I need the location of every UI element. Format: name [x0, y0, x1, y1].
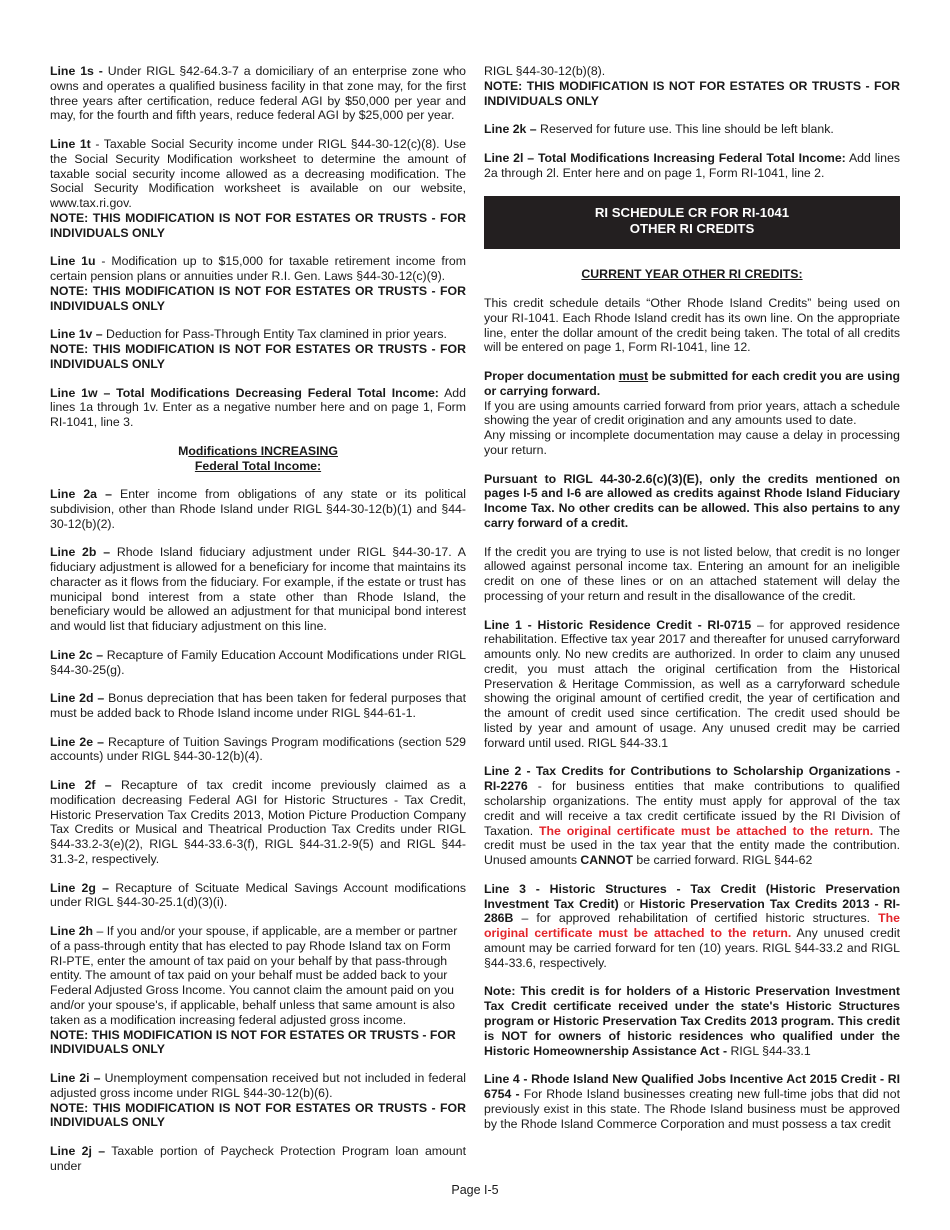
line-text: - for business entities that make contributions to qualified scholarship organizations. The entity must apply for approval of the tax credit and will receive a tax credit certificate issued by the RI Division of Taxation. — [484, 779, 900, 838]
not-listed-note: If the credit you are trying to use is not listed below, that credit is no longer allowed against personal income tax. Entering an amount for an ineligible credit on one of these lines or on an attached statement will delay the processing of your return and result in the disallowance of the credit. — [484, 544, 900, 603]
doc-lead: Proper documentation — [484, 368, 619, 383]
line-label: Line 2b – — [50, 545, 111, 560]
credit-line-1 — [484, 618, 900, 751]
line-label: Line 2a – — [50, 487, 112, 502]
credit-line-4 — [484, 1072, 900, 1131]
line-text: – If you and/or your spouse, if applicable, are a member or partner of a pass-through entity that has elected to pay Rhode Island tax on Form RI-PTE, enter the amount of tax paid on your behalf by that pass-through entity. The amount of tax paid on your behalf must be added back to your Federal Adjusted Gross Income. You cannot claim the amount paid on you and/or your spouse's, if applicable, behalf unless that same amount is also taken as a modification increasing federal adjusted gross income. — [50, 924, 458, 1027]
line-label: Line 4 - Rhode Island New Qualified Jobs Incentive Act 2015 Credit - RI 6754 - — [484, 1072, 900, 1101]
page-number: Page I-5 — [451, 1183, 499, 1197]
banner-subtitle: OTHER RI CREDITS — [629, 221, 755, 237]
line-text: Recapture of tax credit income previously claimed as a modification decreasing Federal AGI for Historic Structures - Tax Credit, Historic Preservation Tax Credits 2013, Motion Picture Production Company Tax Credits or Musical and Theatrical Production Tax Credits under RIGL §44-33.2-3(e)(2), RIGL §44-33.6-3(f), RIGL §44-31.2-9(5) and RIGL §44-31.3-2, respectively. — [50, 778, 466, 867]
doc-text2: Any missing or incomplete documentation may cause a delay in processing your return. — [484, 428, 900, 457]
line-2b — [50, 545, 466, 634]
line-1v — [50, 327, 466, 371]
doc-text: If you are using amounts carried forward from prior years, attach a schedule showing the year of credit origination and any amounts used to date. — [484, 398, 900, 428]
line-text: Recapture of Scituate Medical Savings Account modifications under RIGL §44-30-25.1(d)(3)(i). — [50, 880, 466, 910]
line-label: Line 1 - Historic Residence Credit - RI-0715 — [484, 617, 752, 632]
heading-line2: Federal Total Income: — [194, 458, 322, 473]
line-1t — [50, 137, 466, 241]
line-text: Bonus depreciation that has been taken for federal purposes that must be added back to Rhode Island income under RIGL §44-61-1. — [50, 691, 466, 721]
line-text: Taxable portion of Paycheck Protection Program loan amount under — [50, 1143, 466, 1173]
line-text: Rhode Island fiduciary adjustment under RIGL §44-30-17. A fiduciary adjustment is allowed for a beneficiary for income that maintains its character as it flows from the fiduciary. For example, if the estate or trust has municipal bond interest from a state other than Rhode Island, the beneficiary would be allowed an adjustment for that municipal bond interest and would list that fiduciary adjustment on this line. — [50, 545, 466, 634]
note: NOTE: THIS MODIFICATION IS NOT FOR ESTATES OR TRUSTS - FOR INDIVIDUALS ONLY — [50, 210, 466, 240]
note: NOTE: THIS MODIFICATION IS NOT FOR ESTATES OR TRUSTS - FOR INDIVIDUALS ONLY — [50, 342, 466, 371]
line-text: - Taxable Social Security income under RIGL §44-30-12(c)(8). Use the Social Security Modification worksheet to determine the amount of taxable social security income allowed as a decreasing modification. The Social Security Modification worksheet is available on our website, www.tax.ri.gov. — [50, 136, 467, 211]
line-label: Line 2f – — [50, 778, 112, 793]
line-label: Line 3 - Historic Structures - Tax Credit (Historic Preservation Investment Tax Credit) — [484, 881, 900, 911]
line-text: Recapture of Tuition Savings Program modifications (section 529 accounts) under RIGL §44-30-12(b)(4). — [50, 734, 466, 764]
credits-subheading: CURRENT YEAR OTHER RI CREDITS: — [581, 267, 803, 282]
line-label: Line 1v – — [50, 327, 103, 342]
credit-line-3 — [484, 882, 900, 971]
line-text: – for approved rehabilitation of certified historic structures. — [513, 911, 879, 926]
line-text: Deduction for Pass-Through Entity Tax clamined in prior years. — [102, 327, 447, 342]
line-text: be carried forward. RIGL §44-62 — [633, 853, 813, 868]
cannot-text: CANNOT — [580, 853, 633, 868]
line-label: Line 2l – Total Modifications Increasing Federal Total Income: — [484, 150, 846, 165]
line-2k — [484, 122, 900, 137]
line-label: Line 1w – Total Modifications Decreasing Federal Total Income: — [50, 385, 439, 400]
line-label: Line 2j – — [50, 1143, 106, 1158]
line-2e — [50, 735, 466, 765]
line-label: Line 1s - — [50, 64, 103, 78]
line-label: Line 2c – — [50, 647, 104, 662]
line-label: Line 2h — [50, 924, 94, 939]
or-text: or — [618, 896, 640, 911]
continued-text: RIGL §44-30-12(b)(8). — [484, 64, 606, 78]
line-1u — [50, 254, 466, 313]
line-text: Recapture of Family Education Account Modifications under RIGL §44-30-25(g). — [50, 647, 466, 677]
note: NOTE: THIS MODIFICATION IS NOT FOR ESTATES OR TRUSTS - FOR INDIVIDUALS ONLY — [50, 283, 466, 313]
attach-warning: The original certificate must be attached to the return. — [539, 823, 874, 838]
schedule-cr-banner — [484, 196, 900, 249]
note: NOTE: THIS MODIFICATION IS NOT FOR ESTATES OR TRUSTS - FOR INDIVIDUALS ONLY — [50, 1027, 456, 1057]
credit-line-2 — [484, 764, 900, 868]
doc-must: must — [618, 368, 649, 383]
line-label: Line 2i – — [50, 1070, 101, 1085]
line-2a — [50, 487, 466, 531]
line-label: Line 2g – — [50, 880, 110, 895]
line-2h — [50, 924, 466, 1057]
line-1s — [50, 64, 466, 123]
line-text: For Rhode Island businesses creating new full-time jobs that did not previously exist in this state. The Rhode Island business must be approved by the Rhode Island Commerce Corporation and must possess a tax credit — [484, 1087, 900, 1131]
line-text: Add lines 1a through 1v. Enter as a negative number here and on page 1, Form RI-1041, line 3. — [50, 385, 466, 430]
doc-lead-end: be submitted for each credit you are using or carrying forward. — [484, 368, 900, 398]
line-2j — [50, 1144, 466, 1174]
line-label: Line 1u — [50, 254, 96, 269]
line-text: Unemployment compensation received but not included in federal adjusted gross income under RIGL §44-30-12(b)(6). — [50, 1070, 466, 1100]
note: NOTE: THIS MODIFICATION IS NOT FOR ESTATES OR TRUSTS - FOR INDIVIDUALS ONLY — [484, 78, 900, 108]
heading-rest: odifications INCREASING — [188, 443, 338, 458]
line-text: - Modification up to $15,000 for taxable retirement income from certain pension plans or annuities under R.I. Gen. Laws §44-30-12(c)(9). — [50, 254, 466, 284]
line-2f — [50, 778, 466, 867]
line-2j-continued — [484, 64, 900, 108]
line-label: Line 1t — [50, 136, 91, 151]
note-citation: RIGL §44-33.1 — [730, 1043, 811, 1058]
banner-title: RI SCHEDULE CR FOR RI-1041 — [594, 205, 790, 221]
section-heading — [50, 444, 466, 474]
line-text: Any unused credit amount may be carried forward for ten (10) years. RIGL §44-33.2 and RIGL §44-33.6, respectively. — [484, 926, 900, 970]
line-label: Line 2k – — [484, 122, 537, 137]
line-2g — [50, 881, 466, 911]
heading-initial: M — [178, 443, 189, 458]
line-2d — [50, 691, 466, 721]
line-label-2: Historic Preservation Tax Credits 2013 - RI-286B — [484, 896, 900, 926]
line-text: Enter income from obligations of any state or its political subdivision, other than Rhode Island under RIGL §44-30-12(b)(1) and §44-30-12(b)(2). — [50, 487, 466, 531]
pursuant-note: Pursuant to RIGL 44-30-2.6(c)(3)(E), only the credits mentioned on pages I-5 and I-6 are allowed as credits against Rhode Island Fiduciary Income Tax. No other credits can be allowed. This also pertains to any carry forward of a credit. — [484, 471, 900, 530]
line-2c — [50, 648, 466, 678]
attach-warning: The original certificate must be attached to the return. — [484, 911, 900, 941]
line-1w — [50, 386, 466, 430]
line-2l — [484, 151, 900, 181]
left-column — [50, 64, 466, 1174]
line-text: – for approved residence rehabilitation. Effective tax year 2017 and thereafter for unused carryforward amounts only. No new credits are authorized. In order to claim any unused credit, you must attach the original certification from the Historical Preservation & Heritage Commission, as well as a carryforward schedule showing the original amount of certified credit, the year of certification and the amount of credit used since certification. The credit used should be listed by year and amount of usage. Any unused credit may be carried forward until used. RIGL §44-33.1 — [484, 617, 901, 750]
line-text: The credit must be used in the tax year that the entity made the contribution. Unused amounts — [484, 823, 900, 868]
line-2i — [50, 1071, 466, 1130]
line-label: Line 2d – — [50, 691, 105, 706]
note-text: Note: This credit is for holders of a Historic Preservation Investment Tax Credit certificate received under the state's Historic Structures program or Historic Preservation Tax Credits 2013 program. This credit is NOT for owners of historic residences who qualified under the Historic Homeownership Assistance Act - — [484, 984, 900, 1058]
line-label: Line 2 - Tax Credits for Contributions to Scholarship Organizations - RI-2276 — [484, 764, 900, 794]
note: NOTE: THIS MODIFICATION IS NOT FOR ESTATES OR TRUSTS - FOR INDIVIDUALS ONLY — [50, 1100, 466, 1130]
credit-line-3-note — [484, 984, 900, 1058]
line-label: Line 2e – — [50, 734, 104, 749]
line-text: Add lines 2a through 2l. Enter here and on page 1, Form RI-1041, line 2. — [484, 150, 900, 180]
right-column — [484, 64, 900, 1131]
line-text: Under RIGL §42-64.3-7 a domiciliary of an enterprise zone who owns and operates a qualified business facility in that zone may, for the first three years after certification, reduce federal AGI by $50,000 per year and may, for the fourth and fifth years, reduce federal AGI by $25,000 per year. — [50, 64, 467, 123]
documentation-note — [484, 369, 900, 458]
credits-intro: This credit schedule details “Other Rhode Island Credits” being used on your RI-1041. Each Rhode Island credit has its own line. On the appropriate line, enter the dollar amount of the credit being taken. The total of all credits will be entered on page 1, Form RI-1041, line 12. — [484, 295, 900, 355]
line-text: Reserved for future use. This line should be left blank. — [536, 122, 834, 137]
